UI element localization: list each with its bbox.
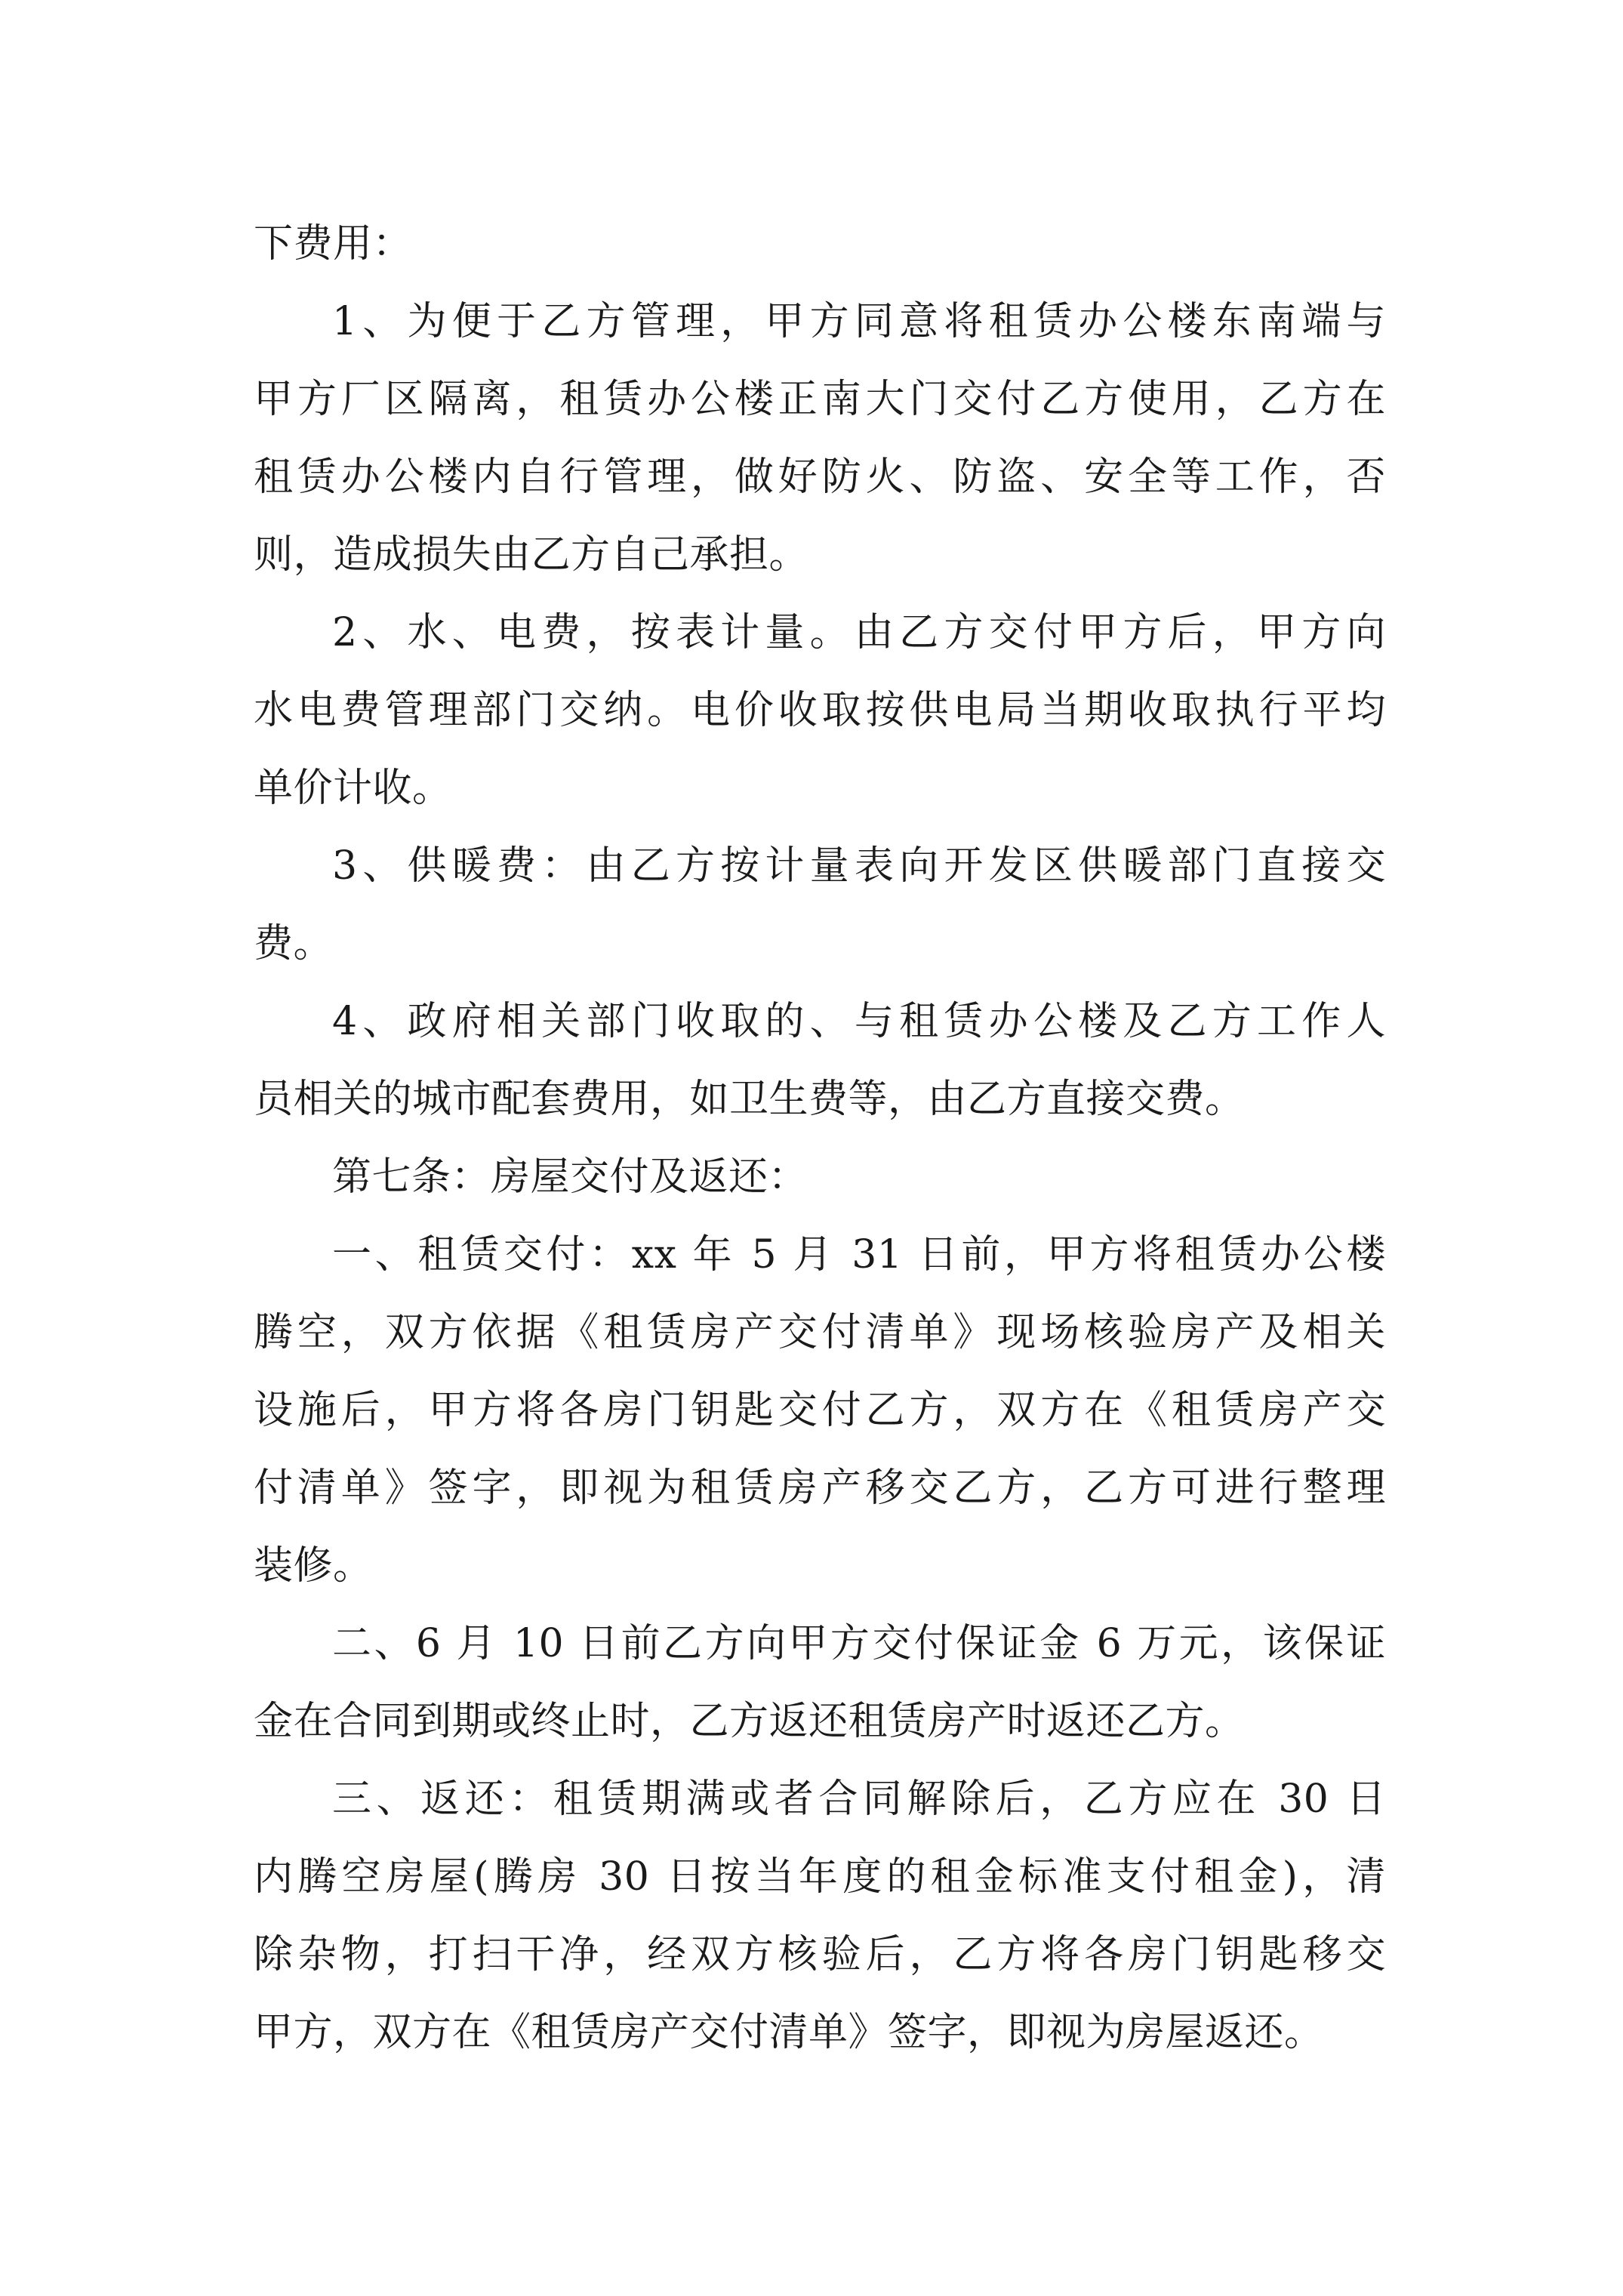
text-line: 装修。 <box>254 1543 373 1589</box>
text-line: 一、租赁交付：xx 年 5 月 31 日前，甲方将租赁办公楼 <box>332 1232 1386 1277</box>
document-body <box>254 205 1386 2072</box>
text-line: 三、返还：租赁期满或者合同解除后，乙方应在 30 日 <box>332 1777 1386 1822</box>
text-line: 2、水、电费，按表计量。由乙方交付甲方后，甲方向 <box>332 610 1386 655</box>
text-line: 设施后，甲方将各房门钥匙交付乙方，双方在《租赁房产交 <box>254 1388 1386 1433</box>
text-line: 金在合同到期或终止时，乙方返还租赁房产时返还乙方。 <box>254 1699 1245 1744</box>
text-line: 付清单》签字，即视为租赁房产移交乙方，乙方可进行整理 <box>254 1465 1386 1511</box>
text-line: 下费用： <box>254 221 413 267</box>
text-line: 甲方，双方在《租赁房产交付清单》签字，即视为房屋返还。 <box>254 2010 1324 2055</box>
text-line: 3、供暖费：由乙方按计量表向开发区供暖部门直接交 <box>332 843 1386 889</box>
text-line: 内腾空房屋(腾房 30 日按当年度的租金标准支付租金)，清 <box>254 1854 1386 1900</box>
text-line: 除杂物，打扫干净，经双方核验后，乙方将各房门钥匙移交 <box>254 1932 1386 1977</box>
text-line: 员相关的城市配套费用，如卫生费等，由乙方直接交费。 <box>254 1077 1245 1122</box>
text-line: 单价计收。 <box>254 766 452 811</box>
text-line: 第七条：房屋交付及返还： <box>332 1154 808 1200</box>
text-line: 1、为便于乙方管理，甲方同意将租赁办公楼东南端与 <box>332 299 1386 344</box>
text-line: 则，造成损失由乙方自己承担。 <box>254 532 809 578</box>
text-line: 腾空，双方依据《租赁房产交付清单》现场核验房产及相关 <box>254 1310 1386 1355</box>
text-line: 水电费管理部门交纳。电价收取按供电局当期收取执行平均 <box>254 688 1386 733</box>
text-line: 二、6 月 10 日前乙方向甲方交付保证金 6 万元，该保证 <box>332 1621 1386 1666</box>
text-line: 费。 <box>254 921 334 966</box>
text-line: 甲方厂区隔离，租赁办公楼正南大门交付乙方使用，乙方在 <box>254 377 1386 422</box>
text-line: 租赁办公楼内自行管理，做好防火、防盗、安全等工作，否 <box>254 455 1386 500</box>
text-line: 4、政府相关部门收取的、与租赁办公楼及乙方工作人 <box>332 999 1386 1044</box>
